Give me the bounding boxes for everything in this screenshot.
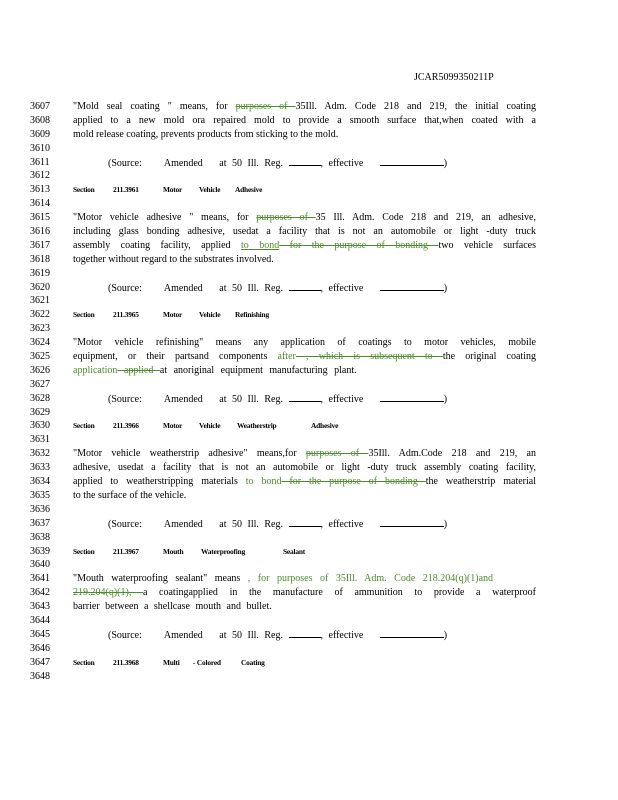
- line-text: mold release coating, prevents products from sticking to the mold.: [73, 128, 339, 140]
- line-3636: [0, 503, 618, 517]
- line-number: 3631: [30, 434, 50, 446]
- section-heading: Section 211.3967 Mouth Waterproofing Sealant: [73, 546, 306, 556]
- section-heading: Section 211.3965 Motor Vehicle Refinishing: [73, 310, 269, 320]
- line-3624: [0, 336, 618, 350]
- line-3623: [0, 322, 618, 336]
- line-number: 3633: [30, 462, 50, 474]
- line-number: 3646: [30, 642, 50, 654]
- deleted-text: for the purpose of bonding: [281, 476, 426, 488]
- line-text: equipment, or their partsand components after , which is subsequent to the original coating: [73, 351, 536, 363]
- line-number: 3620: [30, 281, 50, 293]
- section-heading: Section 211.3966 Motor Vehicle Weatherstrip Adhesive: [73, 421, 339, 431]
- line-3625: [0, 350, 618, 364]
- line-3629: [0, 406, 618, 420]
- line-3635: [0, 489, 618, 503]
- line-number: 3635: [30, 489, 50, 501]
- line-number: 3619: [30, 267, 50, 279]
- line-3611: [0, 156, 618, 170]
- inserted-text: , for purposes of 35Ill. Adm. Code 218.204(q)(1)and: [247, 573, 494, 585]
- document-id: JCAR5099350211P: [414, 72, 494, 83]
- line-number: 3615: [30, 212, 50, 224]
- line-number: 3618: [30, 253, 50, 265]
- source-note: (Source: Amended at 50 Ill. Reg. , effective ): [108, 518, 448, 530]
- line-number: 3624: [30, 337, 50, 349]
- line-3638: [0, 531, 618, 545]
- line-3627: [0, 378, 618, 392]
- line-3648: [0, 670, 618, 684]
- line-number: 3647: [30, 656, 50, 668]
- line-number: 3610: [30, 142, 50, 154]
- line-number: 3627: [30, 378, 50, 390]
- line-number: 3648: [30, 670, 50, 682]
- line-text: "Motor vehicle weatherstrip adhesive" means,for purposes of 35Ill. Adm.Code 218 and 219, an: [73, 448, 536, 460]
- line-3615: [0, 211, 618, 225]
- line-text: application applied at anoriginal equipment manufacturing plant.: [73, 364, 357, 376]
- line-number: 3612: [30, 170, 50, 182]
- deleted-text: purposes of: [305, 448, 369, 460]
- line-number: 3611: [30, 156, 50, 168]
- line-text: "Motor vehicle refinishing" means any application of coatings to motor vehicles, mobile: [73, 337, 536, 349]
- line-3642: [0, 586, 618, 600]
- line-number: 3640: [30, 559, 50, 571]
- line-3633: [0, 461, 618, 475]
- line-text: together without regard to the substrates involved.: [73, 253, 274, 265]
- deleted-text: for the purpose of bonding: [279, 239, 439, 251]
- line-3614: [0, 197, 618, 211]
- source-note: (Source: Amended at 50 Ill. Reg. , effective ): [108, 393, 448, 405]
- line-3613: [0, 183, 618, 197]
- source-note: (Source: Amended at 50 Ill. Reg. , effective ): [108, 157, 448, 169]
- inserted-text: after: [277, 351, 296, 363]
- line-number: 3636: [30, 503, 50, 515]
- line-3631: [0, 433, 618, 447]
- line-3632: [0, 447, 618, 461]
- document-body: [0, 100, 618, 683]
- line-number: 3630: [30, 420, 50, 432]
- line-3609: [0, 128, 618, 142]
- line-3640: [0, 558, 618, 572]
- line-3647: [0, 656, 618, 670]
- deleted-text: , which is subsequent to: [295, 351, 443, 363]
- line-3630: [0, 419, 618, 433]
- line-3645: [0, 628, 618, 642]
- line-number: 3632: [30, 448, 50, 460]
- line-3644: [0, 614, 618, 628]
- line-3617: [0, 239, 618, 253]
- line-text: 219.204(q)(1), a coatingapplied in the manufacture of ammunition to provide a waterproof: [73, 587, 536, 599]
- inserted-text: to bond: [241, 239, 280, 251]
- inserted-text: to bond: [245, 476, 282, 488]
- line-text: "Mouth waterproofing sealant" means , for purposes of 35Ill. Adm. Code 218.204(q)(1)and: [73, 573, 494, 585]
- line-number: 3638: [30, 531, 50, 543]
- line-text: including glass bonding adhesive, usedat a facility that is not an automobile or light -duty truck: [73, 226, 536, 238]
- line-text: assembly coating facility, applied to bond for the purpose of bonding two vehicle surfaces: [73, 239, 536, 251]
- line-text: applied to a new mold ora repaired mold to provide a smooth surface that,when coated with a: [73, 114, 536, 126]
- line-number: 3641: [30, 573, 50, 585]
- line-3628: [0, 392, 618, 406]
- line-number: 3644: [30, 614, 50, 626]
- line-number: 3623: [30, 323, 50, 335]
- line-3620: [0, 281, 618, 295]
- line-number: 3645: [30, 628, 50, 640]
- line-number: 3622: [30, 309, 50, 321]
- line-number: 3643: [30, 601, 50, 613]
- line-number: 3626: [30, 364, 50, 376]
- line-3639: [0, 545, 618, 559]
- line-3621: [0, 294, 618, 308]
- line-text: "Motor vehicle adhesive " means, for purposes of 35 Ill. Adm. Code 218 and 219, an adhesive,: [73, 212, 536, 224]
- line-3618: [0, 253, 618, 267]
- line-text: adhesive, usedat a facility that is not an automobile or light -duty truck assembly coating facility,: [73, 462, 536, 474]
- line-number: 3625: [30, 351, 50, 363]
- line-text: "Mold seal coating " means, for purposes of 35Ill. Adm. Code 218 and 219, the initial coating: [73, 101, 536, 112]
- line-text: barrier between a shellcase mouth and bullet.: [73, 601, 272, 613]
- line-number: 3608: [30, 114, 50, 126]
- line-number: 3613: [30, 184, 50, 196]
- line-number: 3634: [30, 476, 50, 488]
- line-text: to the surface of the vehicle.: [73, 489, 187, 501]
- line-number: 3607: [30, 101, 50, 112]
- deleted-text: 219.204(q)(1),: [73, 587, 143, 599]
- source-note: (Source: Amended at 50 Ill. Reg. , effective ): [108, 282, 448, 294]
- line-number: 3614: [30, 198, 50, 210]
- section-heading: Section 211.3961 Motor Vehicle Adhesive: [73, 185, 263, 195]
- line-3616: [0, 225, 618, 239]
- section-heading: Section 211.3968 Multi - Colored Coating: [73, 657, 265, 667]
- line-3634: [0, 475, 618, 489]
- deleted-text: purposes of: [235, 101, 296, 112]
- line-number: 3609: [30, 128, 50, 140]
- line-3643: [0, 600, 618, 614]
- line-number: 3639: [30, 545, 50, 557]
- line-3610: [0, 142, 618, 156]
- line-3637: [0, 517, 618, 531]
- source-note: (Source: Amended at 50 Ill. Reg. , effective ): [108, 629, 448, 641]
- line-3646: [0, 642, 618, 656]
- deleted-text: purposes of: [256, 212, 316, 224]
- line-3622: [0, 308, 618, 322]
- line-3612: [0, 169, 618, 183]
- line-3626: [0, 364, 618, 378]
- line-number: 3617: [30, 239, 50, 251]
- line-number: 3616: [30, 226, 50, 238]
- line-number: 3621: [30, 295, 50, 307]
- line-text: applied to weatherstripping materials to bond for the purpose of bonding the weatherstrip material: [73, 476, 536, 488]
- line-number: 3629: [30, 406, 50, 418]
- line-number: 3628: [30, 392, 50, 404]
- line-3607: [0, 100, 618, 114]
- line-3608: [0, 114, 618, 128]
- line-number: 3642: [30, 587, 50, 599]
- inserted-text: application: [73, 364, 118, 376]
- deleted-text: applied: [117, 364, 160, 376]
- line-3641: [0, 572, 618, 586]
- line-number: 3637: [30, 517, 50, 529]
- line-3619: [0, 267, 618, 281]
